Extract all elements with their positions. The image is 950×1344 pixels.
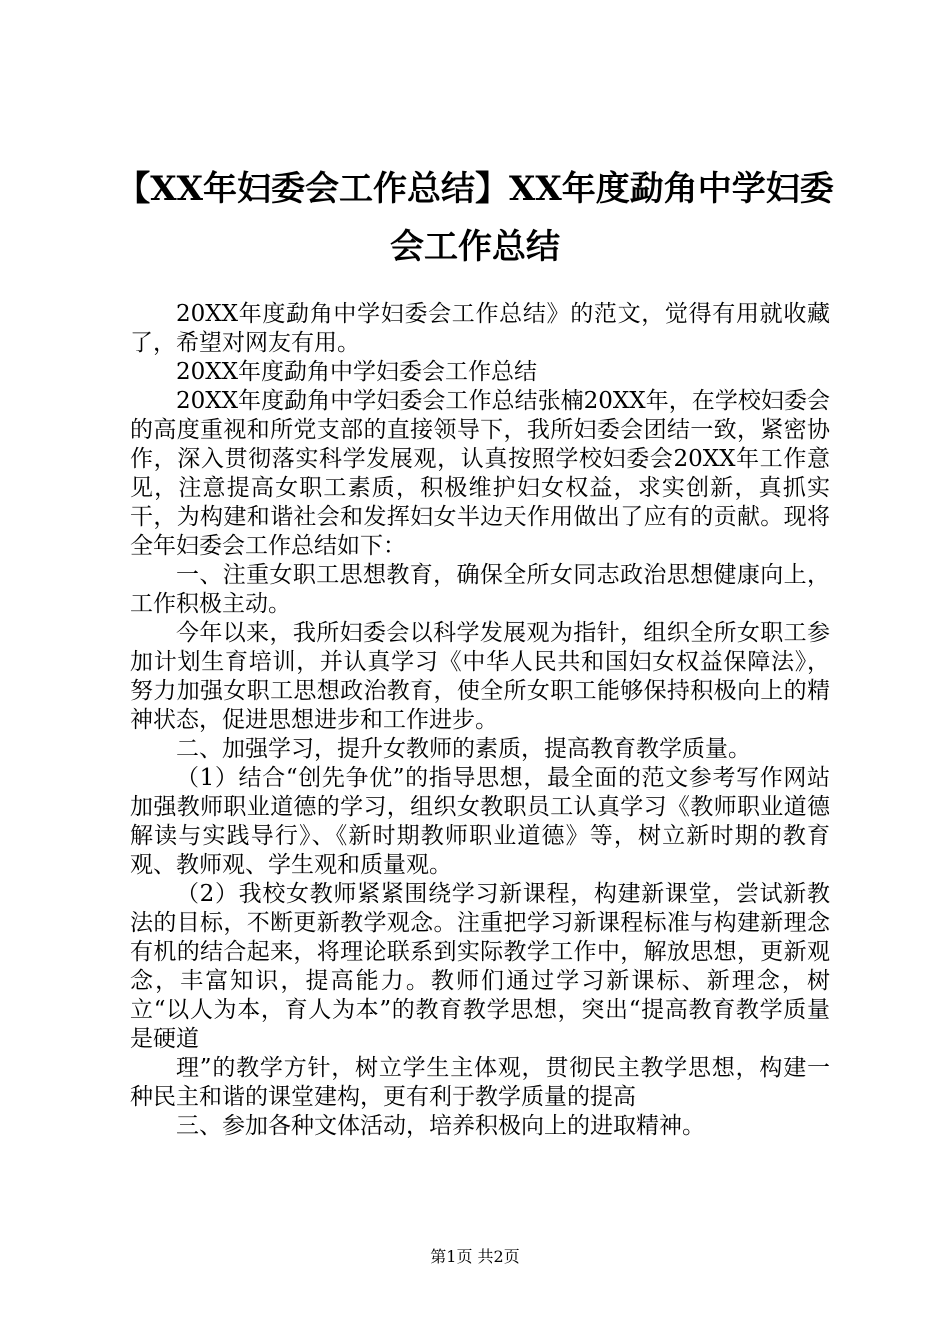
paragraph-section-3-heading: 三、参加各种文体活动，培养积极向上的进取精神。 bbox=[176, 1113, 705, 1139]
document-title: 【XX年妇委会工作总结】XX年度勐角中学妇委会工作总结 bbox=[116, 169, 834, 267]
paragraph-subtitle: 20XX年度勐角中学妇委会工作总结 bbox=[176, 359, 538, 385]
paragraph-section-2-item-2-cont: 理”的教学方针，树立学生主体观，贯彻民主教学思想，构建一种民主和谐的课堂建构，更有利于教学质量的提高 bbox=[130, 1055, 830, 1110]
paragraph-overview: 20XX年度勐角中学妇委会工作总结张楠20XX年，在学校妇委会的高度重视和所党支部的直接领导下，我所妇委会团结一致，紧密协作，深入贯彻落实科学发展观，认真按照学校妇委会20XX年工作意见，注意提高女职工素质，积极维护妇女权益，求实创新，真抓实干，为构建和谐社会和发挥妇女半边天作用做出了应有的贡献。现将全年妇委会工作总结如下： bbox=[130, 388, 830, 559]
document-body bbox=[130, 300, 830, 1141]
paragraph-section-2-item-1: （1）结合“创先争优”的指导思想，最全面的范文参考写作网站加强教师职业道德的学习，组织女教职员工认真学习《教师职业道德解读与实践导行》、《新时期教师职业道德》等，树立新时期的教育观、教师观、学生观和质量观。 bbox=[130, 765, 830, 878]
paragraph-intro: 20XX年度勐角中学妇委会工作总结》的范文，觉得有用就收藏了，希望对网友有用。 bbox=[130, 301, 830, 356]
page-footer: 第1页 共2页 bbox=[430, 1247, 520, 1266]
paragraph-section-2-item-2: （2）我校女教师紧紧围绕学习新课程，构建新课堂，尝试新教法的目标，不断更新教学观念。注重把学习新课程标准与构建新理念有机的结合起来，将理论联系到实际教学工作中，解放思想，更新观念，丰富知识，提高能力。教师们通过学习新课标、新理念，树立“以人为本，育人为本”的教育教学思想，突出“提高教育教学质量是硬道 bbox=[130, 881, 830, 1052]
paragraph-section-2-heading: 二、加强学习，提升女教师的素质，提高教育教学质量。 bbox=[176, 736, 751, 762]
paragraph-section-1-heading: 一、注重女职工思想教育，确保全所女同志政治思想健康向上，工作积极主动。 bbox=[130, 562, 830, 617]
paragraph-section-1-body: 今年以来，我所妇委会以科学发展观为指针，组织全所女职工参加计划生育培训，并认真学习《中华人民共和国妇女权益保障法》，努力加强女职工思想政治教育，使全所女职工能够保持积极向上的精神状态，促进思想进步和工作进步。 bbox=[130, 620, 830, 733]
